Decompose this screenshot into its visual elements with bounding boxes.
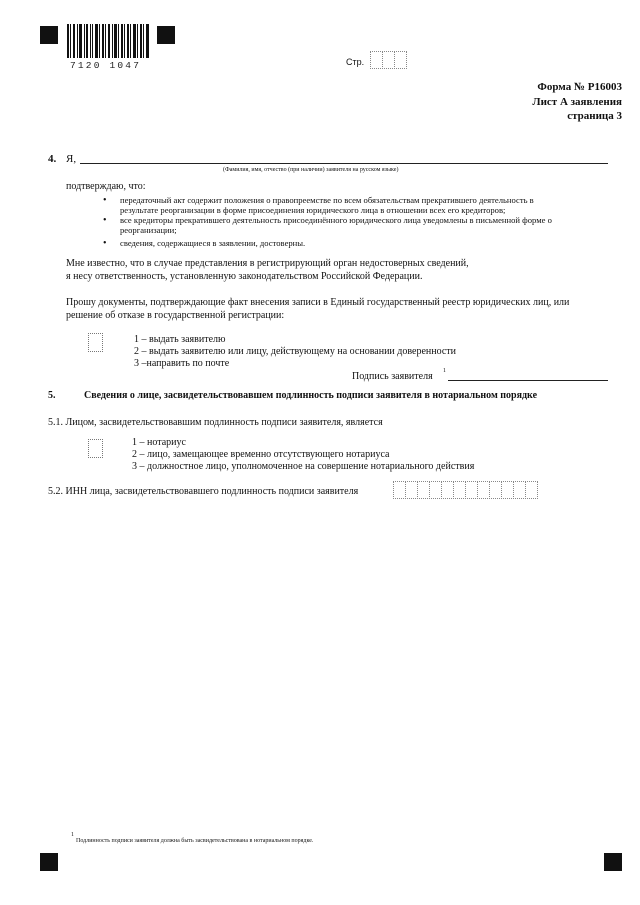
applicant-name-caption: (Фамилия, имя, отчество (при наличии) заявителя на русском языке): [223, 167, 399, 173]
signature-footnote-mark: 1: [443, 368, 446, 374]
form-number: Форма № Р16003: [537, 81, 622, 93]
section-5-number: 5.: [48, 390, 56, 401]
section-5-1-label: 5.1. Лицом, засвидетельствовавшим подлинность подписи заявителя, является: [48, 417, 383, 428]
bullet-text-3: сведения, содержащиеся в заявлении, достоверны.: [120, 238, 306, 248]
signature-label: Подпись заявителя: [352, 371, 433, 382]
bullet-text-1-cont: результате реорганизации в форме присоединения юридического лица в отношении всех его кредиторов;: [120, 205, 506, 215]
certifier-option-2: 2 – лицо, замещающее временно отсутствующего нотариуса: [132, 449, 390, 460]
page-number-label: Стр.: [346, 57, 365, 67]
bullet-text-2-cont: реорганизации;: [120, 225, 177, 235]
page-number-cells[interactable]: [370, 51, 406, 69]
delivery-option-2: 2 – выдать заявителю или лицу, действующему на основании доверенности: [134, 346, 457, 357]
delivery-option-1: 1 – выдать заявителю: [134, 334, 226, 345]
corner-marker-top-left: [40, 26, 58, 44]
request-text-1: Прошу документы, подтверждающие факт внесения записи в Единый государственный реестр юридических лиц, или: [66, 297, 570, 308]
applicant-name-field[interactable]: [80, 163, 608, 164]
aware-text-2: я несу ответственность, установленную законодательством Российской Федерации.: [66, 271, 423, 282]
certifier-type-input[interactable]: [88, 439, 103, 458]
sheet-label: Лист А заявления: [532, 96, 622, 108]
certifier-inn-cells[interactable]: [393, 481, 537, 499]
bullet-marker: •: [103, 195, 107, 206]
bullet-text-2: все кредиторы прекратившего деятельность присоединённого юридического лица уведомлены в письменной форме о: [120, 215, 552, 225]
bullet-marker: •: [103, 215, 107, 226]
delivery-option-input[interactable]: [88, 333, 103, 352]
bullet-text-1: передаточный акт содержит положения о правопреемстве по всем обязательствам прекратившего деятельность в: [120, 195, 534, 205]
confirm-text: подтверждаю, что:: [66, 181, 146, 192]
section-4-number: 4.: [48, 153, 57, 165]
section-5-title: Сведения о лице, засвидетельствовавшем подлинность подписи заявителя в нотариальном порядке: [84, 390, 538, 401]
delivery-option-3: 3 –направить по почте: [134, 358, 230, 369]
footnote-text: Подлинность подписи заявителя должна быть засвидетельствована в нотариальном порядке.: [76, 838, 314, 844]
aware-text-1: Мне известно, что в случае представления в регистрирующий орган недостоверных сведений,: [66, 258, 469, 269]
certifier-option-1: 1 – нотариус: [132, 437, 186, 448]
certifier-option-3: 3 – должностное лицо, уполномоченное на совершение нотариального действия: [132, 461, 475, 472]
signature-field[interactable]: [448, 380, 608, 381]
corner-marker-bottom-left: [40, 853, 58, 871]
bullet-marker: •: [103, 238, 107, 249]
barcode-number: 7120 1047: [70, 60, 142, 71]
request-text-2: решение об отказе в государственной регистрации:: [66, 310, 285, 321]
section-5-2-label: 5.2. ИНН лица, засвидетельствовавшего подлинность подписи заявителя: [48, 486, 359, 497]
corner-marker-top-right: [157, 26, 175, 44]
corner-marker-bottom-right: [604, 853, 622, 871]
footnote-mark: 1: [71, 832, 74, 838]
section-4-prefix: Я,: [66, 153, 77, 165]
sheet-page-label: страница 3: [567, 110, 622, 122]
barcode-image: [67, 24, 149, 58]
